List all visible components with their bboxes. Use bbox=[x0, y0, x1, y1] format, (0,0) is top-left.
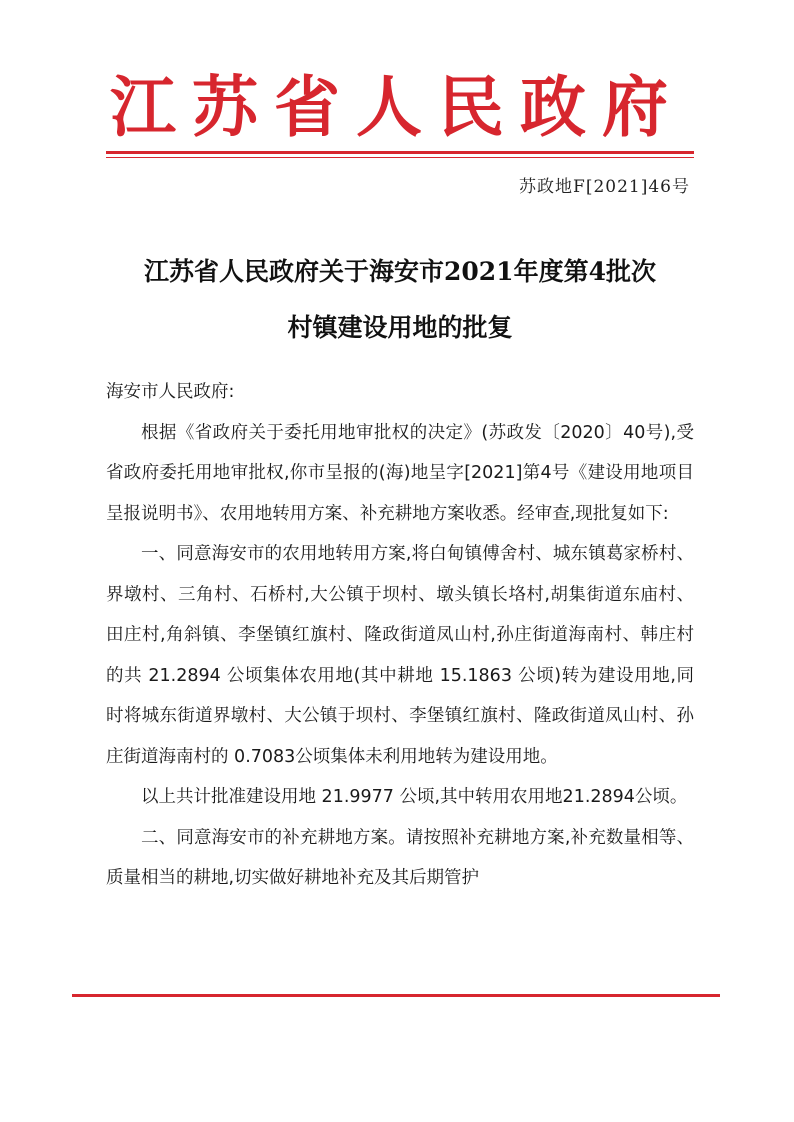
title-line-2: 村镇建设用地的批复 bbox=[287, 313, 513, 342]
document-number: 苏政地F[2021]46号 bbox=[519, 177, 690, 197]
addressee: 海安市人民政府: bbox=[106, 382, 235, 402]
document-body bbox=[106, 372, 694, 899]
masthead-rule-thick bbox=[106, 151, 694, 154]
document-title bbox=[100, 244, 700, 356]
masthead-org-name: 江苏省人民政府 bbox=[110, 68, 684, 146]
footer-rule bbox=[72, 994, 720, 997]
body-paragraph-1: 根据《省政府关于委托用地审批权的决定》(苏政发〔2020〕40号),受省政府委托用地审批权,你市呈报的(海)地呈字[2021]第4号《建设用地项目呈报说明书》、农用地转用方案、补充耕地方案收悉。经审查,现批复如下: bbox=[106, 422, 694, 524]
body-paragraph-3: 以上共计批准建设用地 21.9977 公顷,其中转用农用地21.2894公顷。 bbox=[141, 787, 688, 807]
body-paragraph-4: 二、同意海安市的补充耕地方案。请按照补充耕地方案,补充数量相等、质量相当的耕地,切实做好耕地补充及其后期管护 bbox=[106, 827, 694, 888]
title-line-1: 江苏省人民政府关于海安市2021年度第4批次 bbox=[144, 257, 656, 286]
masthead-rule-thin bbox=[106, 157, 694, 158]
body-paragraph-2: 一、同意海安市的农用地转用方案,将白甸镇傅舍村、城东镇葛家桥村、界墩村、三角村、石桥村,大公镇于坝村、墩头镇长垎村,胡集街道东庙村、田庄村,角斜镇、李堡镇红旗村、隆政街道凤山村,孙庄街道海南村、韩庄村的共 21.2894 公顷集体农用地(其中耕地 15.1863 公顷)转为建设用地,同时将城东街道界墩村、大公镇于坝村、李堡镇红旗村、隆政街道凤山村、孙庄街道海南村的 0.7083公顷集体未利用地转为建设用地。 bbox=[106, 544, 694, 767]
